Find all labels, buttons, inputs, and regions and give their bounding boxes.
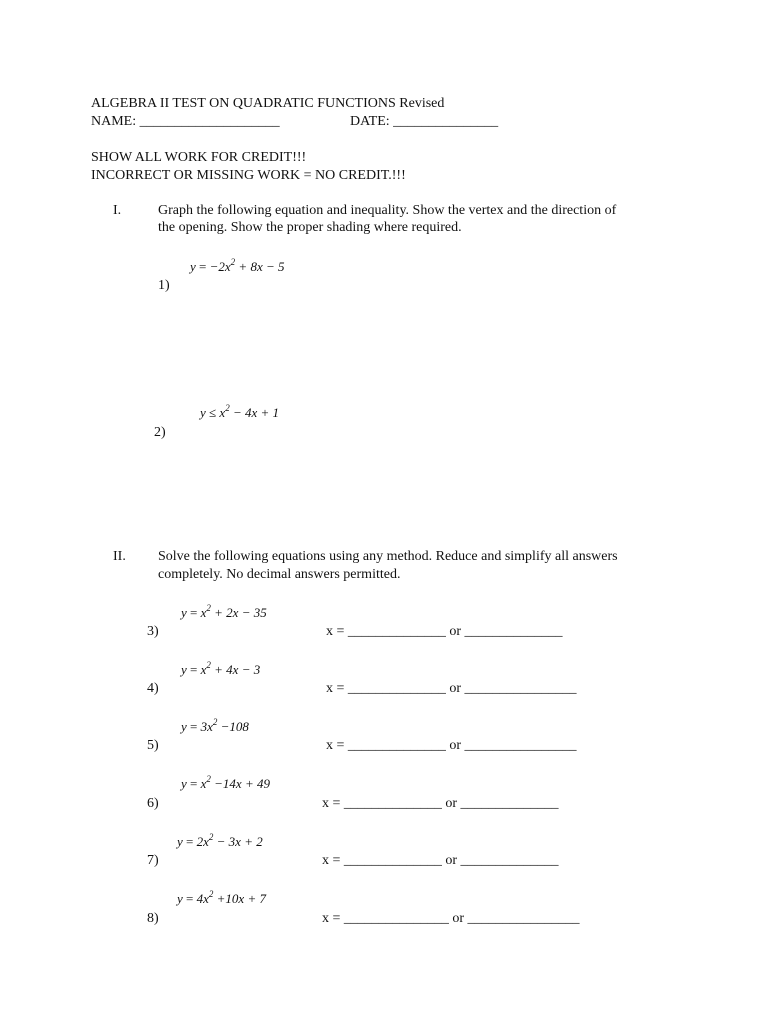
problem-6-equation: $y = x^2 -14x + 49$ — [181, 774, 270, 791]
problem-3-equation: $y = x^2 + 2x - 35$ — [181, 603, 267, 620]
eq-rest: − 4x + 1 — [229, 405, 280, 420]
problem-7-number: 7) — [147, 853, 159, 868]
problem-5-number: 5) — [147, 738, 159, 753]
instruction-line-2: INCORRECT OR MISSING WORK = NO CREDIT.!!! — [91, 168, 406, 183]
problem-4-equation: $y = x^2 + 4x - 3$ — [181, 660, 261, 677]
problem-8-number: 8) — [147, 911, 159, 926]
problem-8-answer-blanks[interactable]: x = _______________ or ________________ — [322, 911, 580, 926]
section-1-text-line-1: Graph the following equation and inequality. Show the vertex and the direction of — [158, 203, 617, 218]
problem-7-answer-blanks[interactable]: x = ______________ or ______________ — [322, 853, 559, 868]
eq-exponent: 2 — [230, 257, 236, 267]
eq-exponent: 2 — [206, 660, 211, 670]
eq-term: 4x — [196, 891, 209, 906]
eq-term: x — [219, 405, 226, 420]
eq-relation: = — [195, 259, 210, 274]
name-field: NAME: ____________________ — [91, 114, 280, 129]
eq-term: x — [200, 662, 207, 677]
eq-term: x — [200, 776, 207, 791]
eq-rest: + 8x − 5 — [235, 259, 285, 274]
eq-rest: + 2x − 35 — [210, 605, 267, 620]
problem-1-equation — [190, 258, 285, 275]
problem-6-answer-blanks[interactable]: x = ______________ or ______________ — [322, 796, 559, 811]
eq-relation: ≤ — [205, 405, 220, 420]
problem-2-number: 2) — [154, 425, 166, 440]
eq-lhs: y — [190, 259, 196, 274]
eq-rest: −14x + 49 — [210, 776, 270, 791]
eq-rest: −108 — [217, 719, 249, 734]
eq-term: −2x — [209, 259, 231, 274]
problem-3-answer-blanks[interactable]: x = ______________ or ______________ — [326, 624, 563, 639]
problem-3-number: 3) — [147, 624, 159, 639]
problem-7-equation: $y = 2x^2 - 3x + 2$ — [177, 832, 263, 849]
problem-1-number: 1) — [158, 278, 170, 293]
eq-term: 3x — [200, 719, 213, 734]
eq-exponent: 2 — [212, 717, 218, 727]
eq-exponent: 2 — [225, 403, 230, 413]
problem-4-number: 4) — [147, 681, 159, 696]
eq-rest: + 4x − 3 — [210, 662, 261, 677]
section-1-numeral: I. — [113, 203, 122, 218]
problem-5-answer-blanks[interactable]: x = ______________ or ________________ — [326, 738, 577, 753]
problem-6-number: 6) — [147, 796, 159, 811]
section-2-text-line-1: Solve the following equations using any method. Reduce and simplify all answers — [158, 549, 618, 564]
eq-term: x — [200, 605, 207, 620]
problem-8-equation: $y = 4x^2 +10x + 7$ — [177, 889, 266, 906]
eq-lhs: y — [200, 405, 206, 420]
eq-exponent: 2 — [208, 889, 214, 899]
eq-exponent: 2 — [206, 774, 211, 784]
instruction-line-1: SHOW ALL WORK FOR CREDIT!!! — [91, 150, 307, 165]
eq-rest: − 3x + 2 — [213, 834, 263, 849]
section-2-text-line-2: completely. No decimal answers permitted. — [158, 567, 401, 582]
eq-exponent: 2 — [208, 832, 214, 842]
problem-4-answer-blanks[interactable]: x = ______________ or ________________ — [326, 681, 577, 696]
section-1-text-line-2: the opening. Show the proper shading where required. — [158, 220, 462, 235]
problem-5-equation: $y = 3x^2 -108$ — [181, 717, 249, 734]
section-2-numeral: II. — [113, 549, 126, 564]
test-title: ALGEBRA II TEST ON QUADRATIC FUNCTIONS Revised — [91, 96, 445, 111]
eq-term: 2x — [196, 834, 209, 849]
eq-exponent: 2 — [206, 603, 211, 613]
eq-rest: +10x + 7 — [213, 891, 266, 906]
date-field: DATE: _______________ — [350, 114, 499, 129]
problem-2-inequality — [200, 404, 279, 421]
